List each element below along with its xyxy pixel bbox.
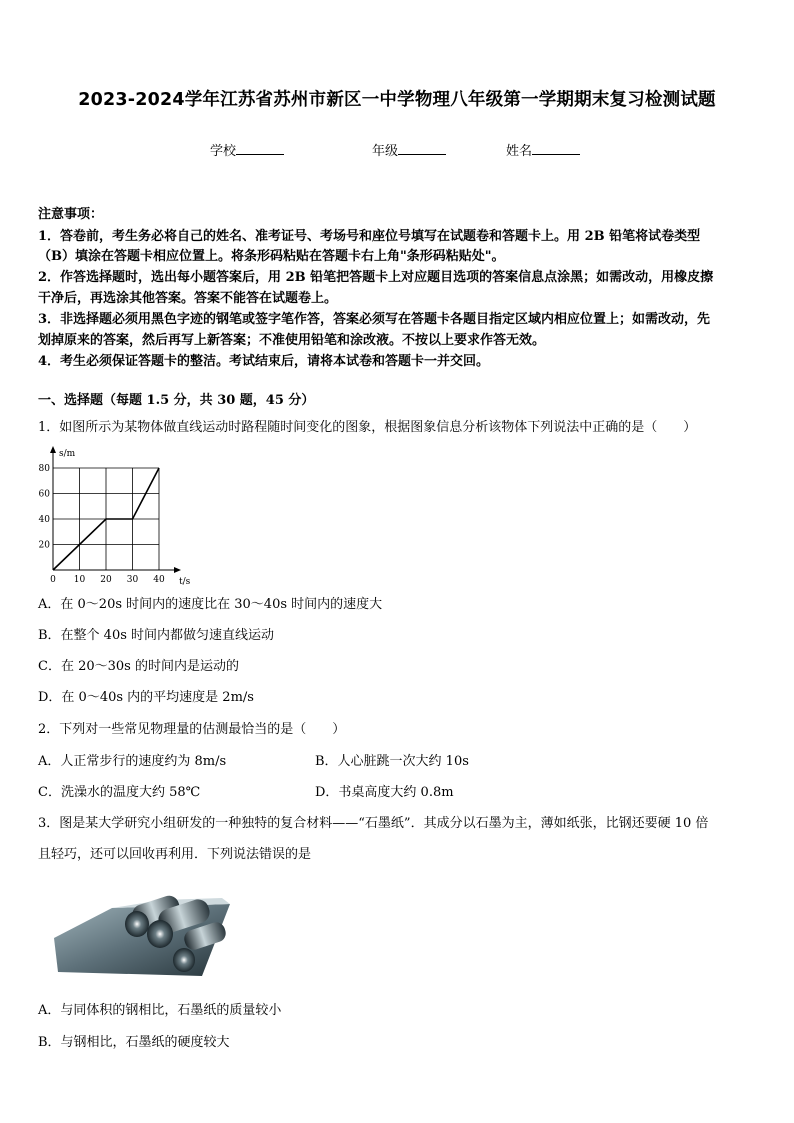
graphite-paper-rolls-image: [52, 880, 234, 980]
x-tick-label: 10: [73, 575, 86, 585]
notice-line: 4．考生必须保证答题卡的整洁。考试结束后，请将本试卷和答题卡一并交回。: [38, 354, 490, 369]
grade-blank: [398, 142, 446, 155]
question-1-option-b: B．在整个 40s 时间内都做匀速直线运动: [38, 628, 275, 643]
question-2-option-b: B．人心脏跳一次大约 10s: [315, 754, 469, 769]
notice-line: 3．非选择题必须用黑色字迹的钢笔或签字笔作答，答案必须写在答题卡各题目指定区域内相应位置上；如需改动，先: [38, 312, 711, 327]
notice-line: 划掉原来的答案，然后再写上新答案；不准使用铅笔和涂改液。不按以上要求作答无效。: [38, 333, 546, 348]
section-heading: 一、选择题（每题 1.5 分，共 30 题，45 分）: [38, 393, 315, 408]
question-1-stem: 1．如图所示为某物体做直线运动时路程随时间变化的图象，根据图象信息分析该物体下列说法中正确的是（ ）: [38, 420, 697, 435]
question-2-stem: 2．下列对一些常见物理量的估测最恰当的是（ ）: [38, 722, 346, 737]
question-3-option-b: B．与钢相比，石墨纸的硬度较大: [38, 1035, 230, 1050]
x-tick-label: 20: [100, 575, 112, 585]
name-blank: [532, 142, 580, 155]
x-tick-label: 30: [126, 575, 139, 585]
x-tick-label: 40: [153, 575, 165, 585]
question-1-option-a: A．在 0～20s 时间内的速度比在 30～40s 时间内的速度大: [38, 597, 383, 612]
grade-label: 年级: [372, 144, 399, 159]
y-axis-arrow: [50, 446, 56, 453]
chart-tick-labels: [39, 464, 165, 585]
question-2-option-a: A．人正常步行的速度约为 8m/s: [38, 754, 227, 769]
notice-line: 2．作答选择题时，选出每小题答案后，用 2B 铅笔把答题卡上对应题目选项的答案信息点涂黑；如需改动，用橡皮擦: [38, 270, 714, 285]
name-label: 姓名: [506, 144, 533, 159]
notice-heading: 注意事项：: [38, 207, 104, 222]
question-1-option-d: D．在 0～40s 内的平均速度是 2m/s: [38, 690, 254, 705]
question-3-stem-line-1: 3．图是某大学研究小组研发的一种独特的复合材料——“石墨纸”．其成分以石墨为主，薄如纸张，比钢还要硬 10 倍: [38, 816, 709, 831]
question-3-option-a: A．与同体积的钢相比，石墨纸的质量较小: [38, 1003, 282, 1018]
question-2-option-d: D．书桌高度大约 0.8m: [315, 785, 454, 800]
y-tick-label: 40: [38, 515, 50, 525]
school-field: [210, 140, 284, 159]
notice-line: （B）填涂在答题卡相应位置上。将条形码粘贴在答题卡右上角"条形码粘贴处"。: [38, 249, 505, 264]
page-title: 2023-2024学年江苏省苏州市新区一中学物理八年级第一学期期末复习检测试题: [78, 90, 716, 110]
notice-line: 1．答卷前，考生务必将自己的姓名、准考证号、考场号和座位号填写在试题卷和答题卡上。用 2B 铅笔将试卷类型: [38, 229, 701, 244]
x-tick-label: 0: [50, 575, 56, 585]
x-axis-label: t/s: [179, 577, 191, 587]
question-3-stem-line-2: 且轻巧，还可以回收再利用．下列说法错误的是: [38, 847, 312, 862]
school-blank: [236, 142, 284, 155]
y-tick-label: 20: [38, 540, 50, 551]
y-tick-label: 60: [38, 489, 50, 500]
name-field: [506, 140, 580, 159]
school-label: 学校: [210, 144, 237, 159]
notice-line: 干净后，再选涂其他答案。答案不能答在试题卷上。: [38, 291, 338, 306]
question-1-option-c: C．在 20～30s 的时间内是运动的: [38, 659, 239, 674]
y-tick-label: 80: [38, 464, 50, 474]
y-axis-label: s/m: [59, 449, 76, 459]
question-2-option-c: C．洗澡水的温度大约 58℃: [38, 785, 201, 800]
grade-field: [372, 140, 446, 159]
distance-time-chart: [36, 438, 206, 588]
x-axis-arrow: [174, 567, 181, 573]
